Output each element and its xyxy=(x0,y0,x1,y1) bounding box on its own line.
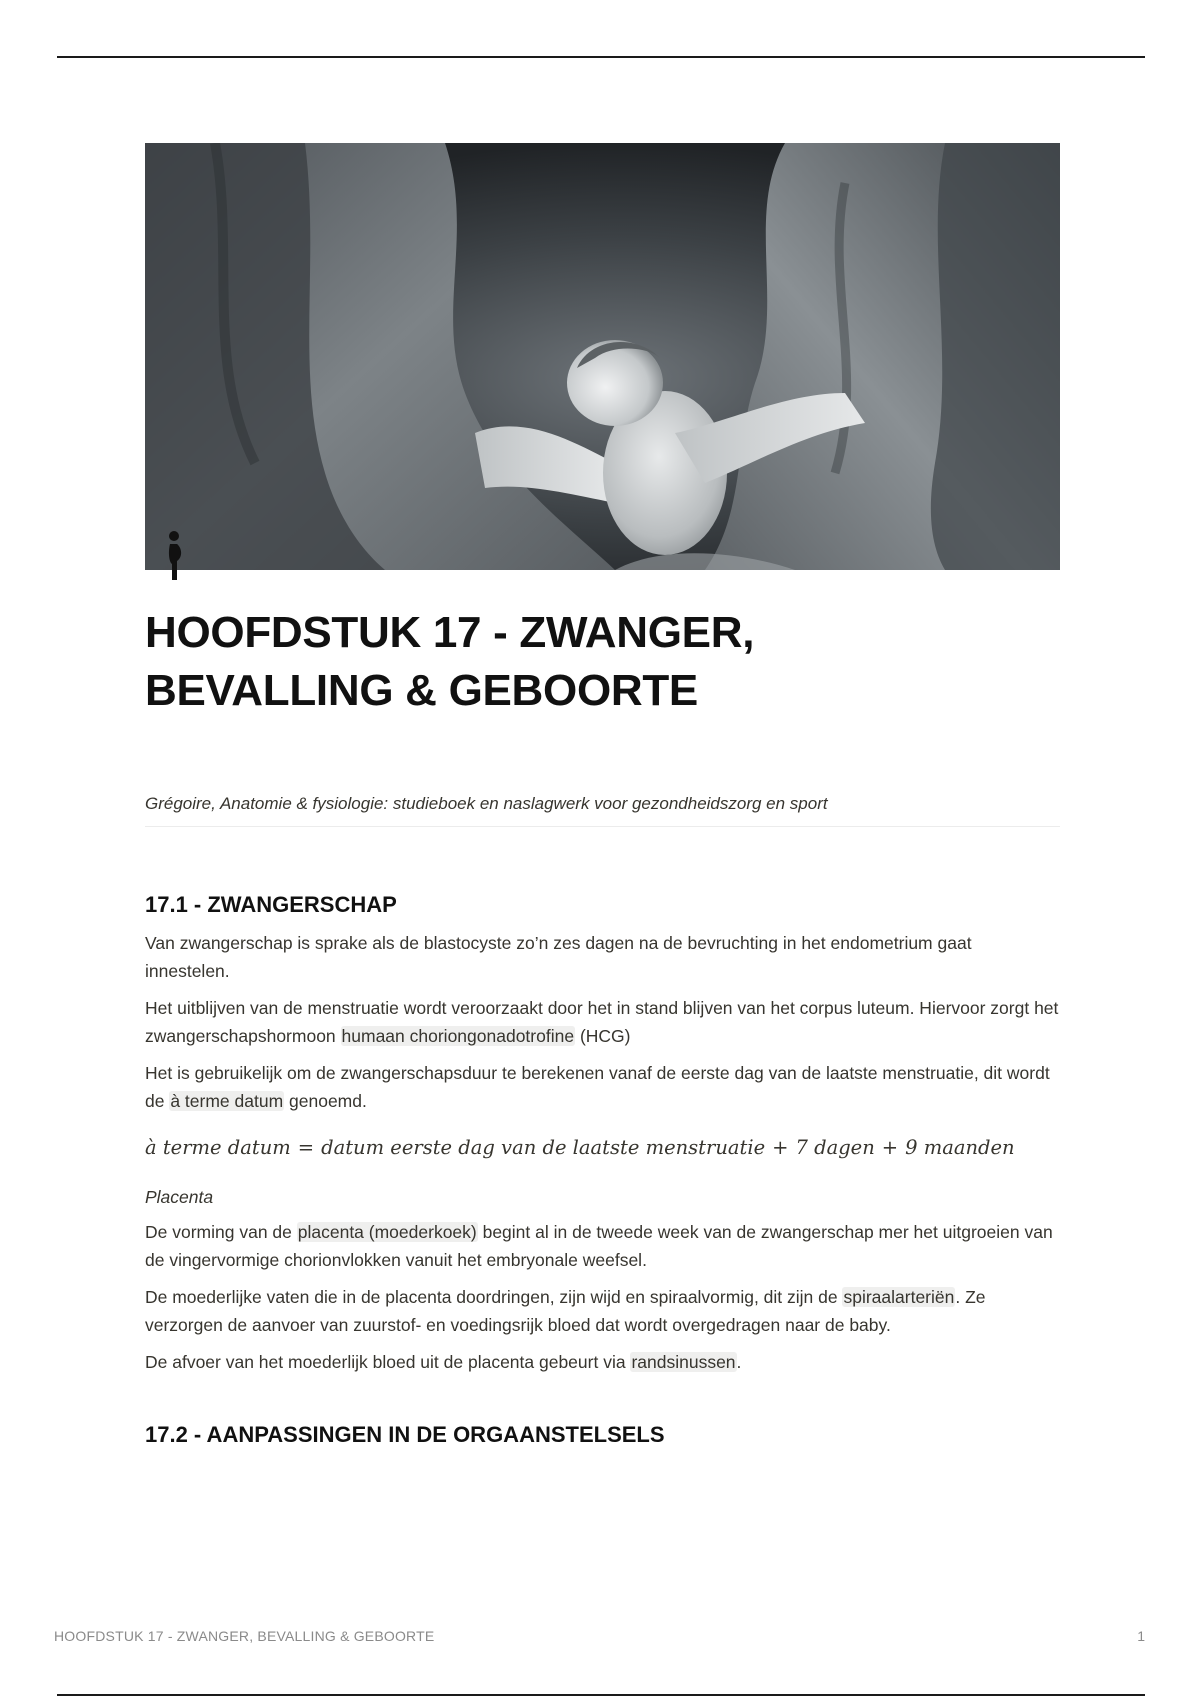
source-reference: Grégoire, Anatomie & fysiologie: studieboek en naslagwerk voor gezondheidszorg en sport xyxy=(145,794,1060,827)
text-segment: genoemd. xyxy=(284,1091,367,1111)
text-segment: Het uitblijven van de menstruatie wordt veroorzaakt door het in stand blijven van het corpus luteum. Hiervoor zorgt het zwangerschapshormoon xyxy=(145,998,1059,1046)
formula-plus-2: + xyxy=(881,1136,899,1159)
top-rule xyxy=(57,56,1145,58)
formula-equals: = xyxy=(297,1136,315,1159)
formula-lhs: à terme datum xyxy=(145,1136,291,1159)
cover-image xyxy=(145,143,1060,570)
page-title xyxy=(145,604,1060,720)
highlight-hcg: humaan choriongonadotrofine xyxy=(341,1026,575,1046)
page-title-line-2: BEVALLING & GEBOORTE xyxy=(145,666,698,715)
paragraph-placenta-vorming xyxy=(145,1218,1060,1274)
paragraph-innesteling: Van zwangerschap is sprake als de blastocyste zo’n zes dagen na de bevruchting in het endometrium gaat innestelen. xyxy=(145,933,972,981)
text-segment: begint al in de tweede week van de zwangerschap mer het uitgroeien van de vingervormige chorionvlokken vanuit het embryonale weefsel. xyxy=(145,1222,1053,1270)
section-heading-orgaanstelsels: 17.2 - AANPASSINGEN IN DE ORGAANSTELSELS xyxy=(145,1422,665,1447)
footer-page-number: 1 xyxy=(1137,1628,1145,1644)
highlight-spiraalarterien: spiraalarteriën xyxy=(843,1287,955,1307)
bottom-rule xyxy=(57,1694,1145,1696)
text-segment: . xyxy=(736,1352,742,1372)
formula-plus-1: + xyxy=(772,1136,789,1159)
formula-term-1: datum eerste dag van de laatste menstruatie xyxy=(321,1136,766,1159)
footer-title: HOOFDSTUK 17 - ZWANGER, BEVALLING & GEBOORTE xyxy=(54,1628,435,1644)
paragraph-randsinussen xyxy=(145,1348,1060,1376)
highlight-a-terme-datum: à terme datum xyxy=(170,1091,284,1111)
paragraph-spiraalarterien xyxy=(145,1283,1060,1339)
section-heading-zwangerschap: 17.1 - ZWANGERSCHAP xyxy=(145,892,397,917)
text-segment: De moederlijke vaten die in de placenta doordringen, zijn wijd en spiraalvormig, dit zijn de xyxy=(145,1287,843,1307)
formula-term-2: 7 dagen xyxy=(795,1136,875,1159)
pregnant-person-icon xyxy=(163,530,185,582)
highlight-randsinussen: randsinussen xyxy=(631,1352,736,1372)
page-title-line-1: HOOFDSTUK 17 - ZWANGER, xyxy=(145,608,755,657)
highlight-placenta: placenta (moederkoek) xyxy=(297,1222,477,1242)
text-segment: (HCG) xyxy=(575,1026,631,1046)
subheading-placenta: Placenta xyxy=(145,1187,214,1207)
a-terme-formula xyxy=(145,1133,1060,1163)
paragraph-a-terme xyxy=(145,1059,1060,1115)
text-segment: Het is gebruikelijk om de zwangerschapsduur te berekenen vanaf de eerste dag van de laatste menstruatie, dit wordt de xyxy=(145,1063,1050,1111)
page-content xyxy=(145,890,1060,1459)
formula-term-3: 9 maanden xyxy=(905,1136,1015,1159)
text-segment: De vorming van de xyxy=(145,1222,297,1242)
text-segment: De afvoer van het moederlijk bloed uit de placenta gebeurt via xyxy=(145,1352,631,1372)
text-segment: . Ze verzorgen de aanvoer van zuurstof- en voedingsrijk bloed dat wordt overgedragen naar de baby. xyxy=(145,1287,986,1335)
paragraph-hcg xyxy=(145,994,1060,1050)
